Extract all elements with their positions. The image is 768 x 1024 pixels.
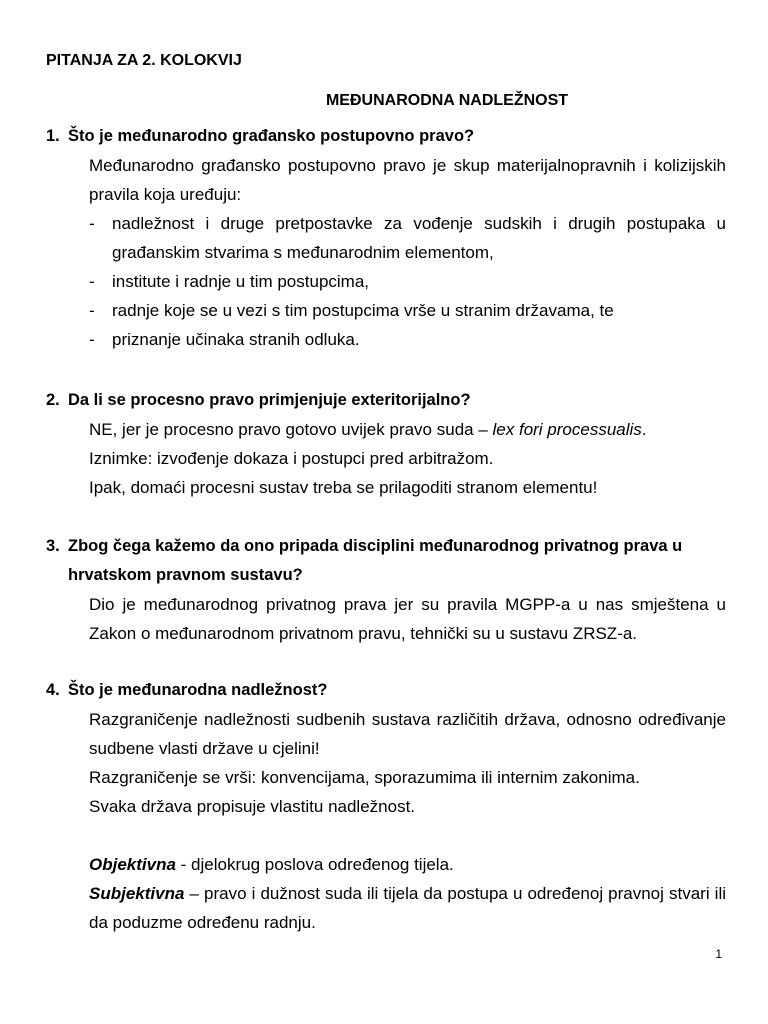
question-4 [46, 676, 726, 937]
list-item: - priznanje učinaka stranih odluka. [89, 330, 360, 349]
question-4-answer [89, 705, 726, 937]
answer-4-paragraph-3: Svaka država propisuje vlastitu nadležnost. [89, 797, 416, 816]
question-1-number: 1. [46, 127, 60, 145]
list-item: - nadležnost i druge pretpostavke za vođenje sudskih i drugih postupaka u građanskim stvarima s međunarodnim elementom, [89, 214, 726, 262]
page-number: 1 [715, 947, 722, 961]
question-2 [46, 386, 726, 502]
answer-2-line-1: NE, jer je procesno pravo gotovo uvijek pravo suda – lex fori processualis. [89, 420, 647, 439]
answer-1-intro: Međunarodno građansko postupovno pravo je skup materijalnopravnih i kolizijskih pravila koja uređuju: [89, 156, 726, 204]
answer-4-paragraph-2: Razgraničenje se vrši: konvencijama, sporazumima ili internim zakonima. [89, 768, 640, 787]
question-4-title: Što je međunarodna nadležnost? [68, 681, 328, 699]
answer-2-line-3: Ipak, domaći procesni sustav treba se prilagoditi stranom elementu! [89, 478, 598, 497]
document-title: PITANJA ZA 2. KOLOKVIJ [46, 52, 242, 69]
question-1-heading [46, 122, 726, 151]
question-1 [46, 122, 726, 354]
question-2-heading [46, 386, 726, 415]
question-3-number: 3. [46, 537, 60, 555]
latin-term: lex fori processualis [492, 420, 642, 439]
definition-objective: Objektivna - djelokrug poslova određenog tijela. [89, 855, 454, 874]
question-3-title: Zbog čega kažemo da ono pripada disciplini međunarodnog privatnog prava u hrvatskom pravnom sustavu? [68, 537, 683, 584]
question-2-title: Da li se procesno pravo primjenjuje exteritorijalno? [68, 391, 471, 409]
question-3 [46, 532, 726, 648]
term-objective: Objektivna [89, 855, 176, 874]
section-title: MEĐUNARODNA NADLEŽNOST [325, 92, 569, 109]
question-1-answer [89, 151, 726, 354]
question-1-title: Što je međunarodno građansko postupovno pravo? [68, 127, 475, 145]
answer-1-list [89, 209, 726, 354]
list-item: - institute i radnje u tim postupcima, [89, 272, 370, 291]
question-3-heading [46, 532, 726, 590]
answer-2-line-2: Iznimke: izvođenje dokaza i postupci pred arbitražom. [89, 449, 494, 468]
answer-4-paragraph-1: Razgraničenje nadležnosti sudbenih sustava različitih država, odnosno određivanje sudbene vlasti države u cjelini! [89, 710, 726, 758]
question-2-number: 2. [46, 391, 60, 409]
question-4-number: 4. [46, 681, 60, 699]
term-subjective: Subjektivna [89, 884, 185, 903]
definition-subjective: Subjektivna – pravo i dužnost suda ili tijela da postupa u određenoj pravnoj stvari ili da poduzme određenu radnju. [89, 884, 726, 932]
question-2-answer [89, 415, 726, 502]
list-item: - radnje koje se u vezi s tim postupcima vrše u stranim državama, te [89, 301, 614, 320]
question-4-heading [46, 676, 726, 705]
question-3-answer: Dio je međunarodnog privatnog prava jer su pravila MGPP-a u nas smještena u Zakon o međunarodnom privatnom pravu, tehnički su u sustavu ZRSZ-a. [89, 595, 726, 643]
